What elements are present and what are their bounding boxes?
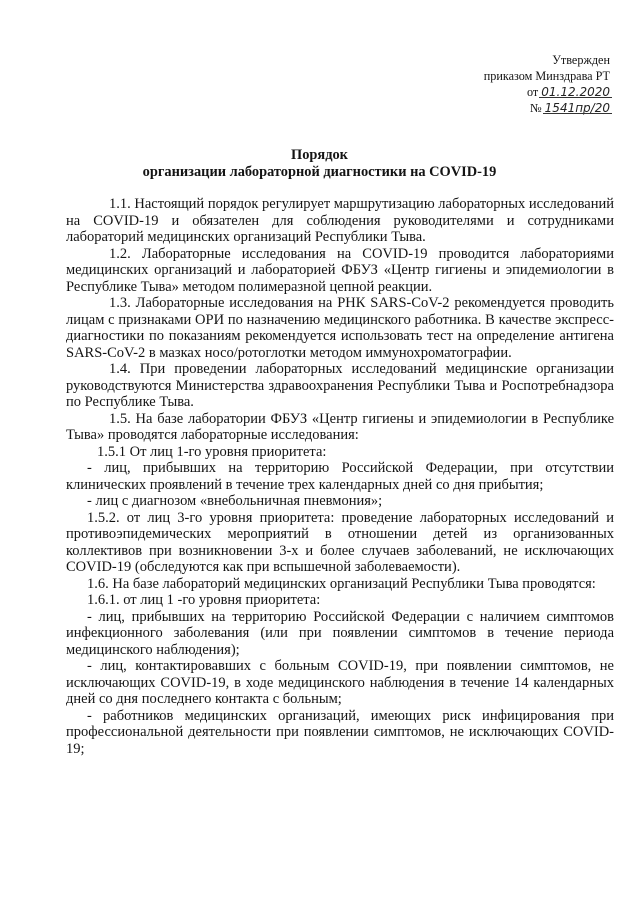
- paragraph-1-6-1: 1.6.1. от лиц 1 -го уровня приоритета:: [87, 592, 321, 608]
- approval-number-value: 1541пр/20: [544, 101, 610, 115]
- list-item-1-5-1-b: - лиц с диагнозом «внебольничная пневмония»;: [87, 493, 383, 509]
- approval-number-prefix: №: [529, 101, 542, 115]
- approval-number: [430, 100, 610, 116]
- paragraph-1-2: 1.2. Лабораторные исследования на COVID-19 проводится лабораториями медицинских организаций и лабораторией ФБУЗ «Центр гигиены и эпидемиологии в Республике Тыва» методом полимеразной цепной реакции.: [66, 245, 614, 295]
- paragraph-1-5-2: 1.5.2. от лиц 3-го уровня приоритета: проведение лабораторных исследований и противоэпидемических мероприятий в отношении детей из организованных коллективов при возникновении 3-х и более случаев заболеваний, не исключающих COVID-19 (обследуются как при вспышечной заболеваемости).: [66, 509, 614, 575]
- paragraph-1-1: 1.1. Настоящий порядок регулирует маршрутизацию лабораторных исследований на COVID-19 и обязателен для соблюдения руководителями и сотрудниками лабораторий медицинских организаций Республики Тыва.: [66, 196, 615, 245]
- approval-date: [430, 84, 610, 100]
- paragraph-1-6: 1.6. На базе лабораторий медицинских организаций Республики Тыва проводятся:: [87, 575, 596, 592]
- approval-date-value: 01.12.2020: [541, 85, 610, 99]
- document-subtitle: организации лабораторной диагностики на COVID-19: [142, 164, 497, 180]
- paragraph-1-4: 1.4. При проведении лабораторных исследований медицинские организации руководствуются Министерства здравоохранения Республики Тыва и Роспотребнадзора по Республике Тыва.: [66, 361, 614, 410]
- document-body: [66, 196, 614, 757]
- paragraph-1-3: 1.3. Лабораторные исследования на РНК SARS-CoV-2 рекомендуется проводить лицам с признаками ОРИ по назначению медицинского работника. В качестве экспресс-диагностики по показаниям рекомендуется использовать тест на определение антигена SARS-CoV-2 в мазках носо/ротоглотки методом иммунохроматографии.: [66, 295, 614, 361]
- list-item-1-6-1-a: - лиц, прибывших на территорию Российской Федерации с наличием симптомов инфекционного заболевания (или при появлении симптомов в течение периода медицинского наблюдения);: [66, 608, 614, 658]
- approval-line-order: приказом Минздрава РТ: [483, 69, 610, 83]
- paragraph-1-5: 1.5. На базе лаборатории ФБУЗ «Центр гигиены и эпидемиологии в Республике Тыва» проводятся лабораторные исследования:: [66, 410, 614, 443]
- list-item-1-5-1-a: - лиц, прибывших на территорию Российской Федерации, при отсутствии клинических проявлений в течение трех календарных дней со дня прибытия;: [66, 460, 614, 493]
- document-title: Порядок: [291, 147, 348, 163]
- list-item-1-6-1-b: - лиц, контактировавших с больным COVID-19, при появлении симптомов, не исключающих COVID-19, в ходе медицинского наблюдения в течение 14 календарных дней со дня последнего контакта с больным;: [66, 658, 614, 707]
- approval-date-prefix: от: [526, 85, 539, 99]
- approval-stamp: [430, 52, 610, 116]
- paragraph-1-5-1: 1.5.1 От лиц 1-го уровня приоритета:: [97, 443, 327, 460]
- list-item-1-6-1-c: - работников медицинских организаций, имеющих риск инфицирования при профессиональной деятельности при появлении симптомов, не исключающих COVID-19;: [66, 707, 614, 757]
- approval-line-approved: Утвержден: [552, 53, 610, 67]
